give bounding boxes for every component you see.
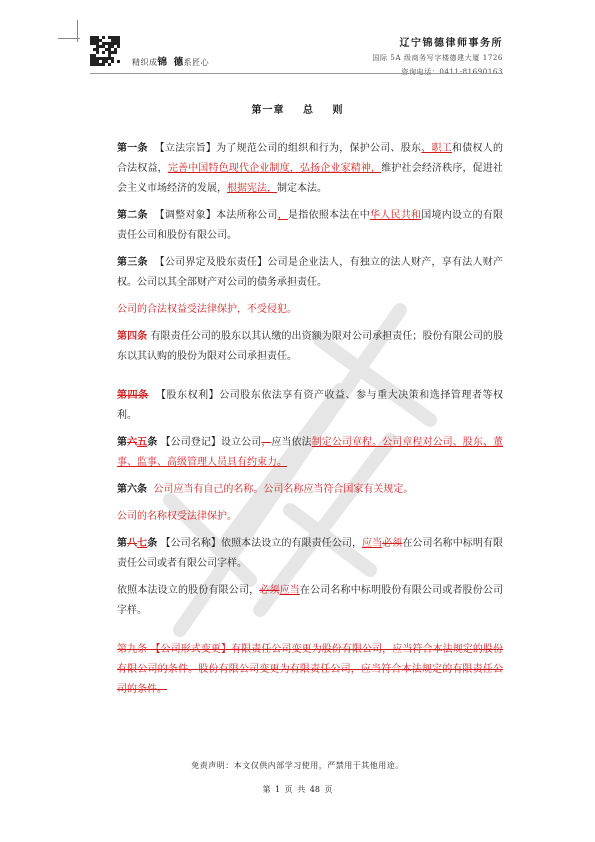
- slogan-part: 精织成: [132, 58, 158, 67]
- article-7-paragraph-2: [117, 581, 503, 621]
- article-number: 第三条: [117, 257, 148, 268]
- spacer: [117, 628, 503, 640]
- inserted-text: 应当: [362, 538, 383, 549]
- article-7: [117, 534, 503, 574]
- inserted-text: 华人民共和: [369, 210, 422, 221]
- firm-info: [372, 34, 503, 77]
- article-number: 第一条: [117, 143, 148, 154]
- article-text: 依照本法设立的股份有限公司，: [117, 585, 260, 596]
- page-number: 第 1 页 共 48 页: [262, 785, 333, 794]
- inserted-text: 五: [137, 437, 148, 448]
- article-4-old: [117, 386, 503, 426]
- article-text: 是指依照本法在中: [287, 210, 370, 221]
- inserted-text: 制定公司章程。公司章程对公司、股东、董事、监事、高级管理人员具有约束力。: [117, 437, 504, 468]
- article-9-deleted: [117, 640, 503, 700]
- article-text: 【立法宗旨】为了规范公司的组织和行为，保护公司、股东: [154, 143, 422, 154]
- article-6: [117, 480, 503, 500]
- article-text: 有限责任公司的股东以其认缴的出资额为限对公司承担责任；股份有限公司的股东以其认购的股份为限对公司承担责任。: [117, 331, 504, 362]
- deleted-text: 第四条: [117, 390, 149, 401]
- inserted-text: 完善中国特色现代企业制度，弘扬企业家精神，: [167, 163, 382, 174]
- article-3-addition: [117, 300, 503, 320]
- firm-address: 国际 5A 级商务写字楼德建大厦 1726: [372, 54, 503, 62]
- article-text: 国境内设立的有限责任公司和股份有限公司。: [117, 210, 504, 241]
- article-number: 第: [117, 437, 128, 448]
- inserted-text: 七: [137, 538, 148, 549]
- article-text: 和债权人的合法权益，: [117, 143, 504, 174]
- article-number: 条: [147, 437, 158, 448]
- deleted-text: ，: [261, 437, 272, 448]
- firm-name: 辽宁锦德律师事务所: [399, 38, 503, 49]
- document-body: [117, 139, 503, 707]
- article-number: 条: [147, 538, 158, 549]
- deleted-text: 必须: [382, 538, 403, 549]
- inserted-text: ，: [277, 210, 288, 221]
- article-text: 【股东权利】公司股东依法享有资产收益、参与重大决策和选择管理者等权利。: [117, 390, 504, 421]
- header-slogan: [132, 54, 209, 68]
- article-text: 应当依法: [271, 437, 312, 448]
- slogan-char: 锦: [157, 57, 168, 68]
- inserted-text: 、职工: [421, 143, 453, 154]
- article-text: 在公司名称中标明有限责任公司或者有限公司字样。: [117, 538, 504, 569]
- slogan-char: 德: [173, 57, 184, 68]
- article-text: 【公司登记】设立公司: [157, 437, 262, 448]
- article-text: 【公司名称】依照本法设立的有限责任公司，: [157, 538, 363, 549]
- inserted-text: 公司的名称权受法律保护。: [117, 511, 237, 522]
- header-rule: [90, 73, 503, 74]
- article-number: 第四条: [117, 331, 148, 342]
- article-text: 维护社会经济秩序，促进社会主义市场经济的发展，: [117, 163, 504, 194]
- deleted-text: 六: [127, 437, 138, 448]
- article-text: 【公司界定及股东责任】公司是企业法人，有独立的法人财产，享有法人财产权。公司以其全部财产对公司的债务承担责任。: [117, 257, 504, 288]
- article-text: 制定本法。: [277, 183, 327, 194]
- deleted-text: 第九条 【公司形式变更】有限责任公司变更为股份有限公司，应当符合本法规定的股份有限公司的条件。股份有限公司变更为有限责任公司，应当符合本法规定的有限责任公司的条件。: [117, 644, 503, 695]
- article-4-new: [117, 327, 503, 367]
- inserted-text: 根据宪法，: [227, 183, 277, 194]
- article-text: 在公司名称中标明股份有限公司或者股份公司字样。: [117, 585, 504, 616]
- article-number: 第六条: [117, 484, 147, 495]
- qr-cell: [117, 63, 120, 66]
- deleted-text: 必须: [259, 585, 280, 596]
- deleted-text: 八: [127, 538, 138, 549]
- slogan-part: 系匠心: [183, 58, 210, 67]
- article-1: [117, 139, 503, 199]
- article-text: 【调整对象】本法所称公司: [154, 210, 278, 221]
- qr-code-icon: [90, 36, 120, 66]
- chapter-title: 第一章 总 则: [251, 105, 344, 116]
- firm-phone: 咨询电话：0411-81690163: [401, 68, 503, 76]
- inserted-text: 公司应当有自己的名称。公司名称应当符合国家有关规定。: [153, 484, 414, 495]
- spacer: [117, 374, 503, 386]
- article-number: 第二条: [117, 210, 148, 221]
- inserted-text: 应当: [279, 585, 300, 596]
- disclaimer: 免责声明：本文仅供内部学习使用，严禁用于其他用途。: [191, 761, 404, 770]
- article-5: [117, 433, 503, 473]
- article-2: [117, 206, 503, 246]
- article-6-addition: [117, 507, 503, 527]
- article-number: 第: [117, 538, 128, 549]
- crop-mark-horizontal: [58, 38, 80, 39]
- inserted-text: 公司的合法权益受法律保护，不受侵犯。: [117, 304, 297, 315]
- article-3: [117, 253, 503, 293]
